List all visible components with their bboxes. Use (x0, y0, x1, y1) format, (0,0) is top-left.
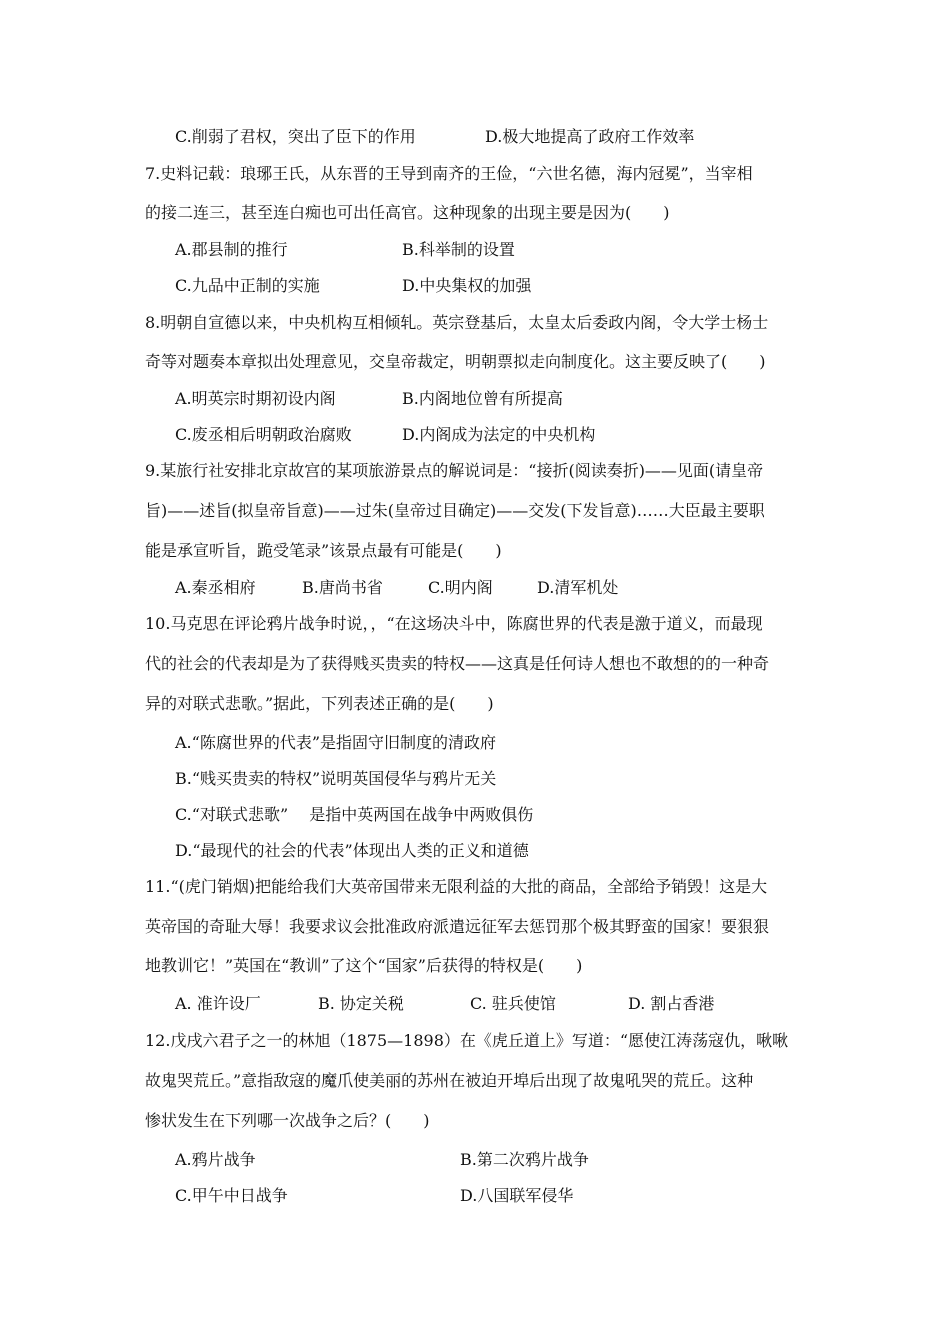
q11-option-a: A. 准许设厂 (175, 994, 261, 1013)
q8-option-c: C.废丞相后明朝政治腐败 (175, 425, 352, 444)
q9-stem-line2: 旨)——述旨(拟皇帝旨意)——过朱(皇帝过目确定)——交发(下发旨意)……大臣最主要职 (145, 501, 765, 520)
q8-stem-line1: 8.明朝自宣德以来，中央机构互相倾轧。英宗登基后，太皇太后委政内阁，令大学士杨士 (145, 313, 769, 332)
q10-stem-line1: 10.马克思在评论鸦片战争时说，，“在这场决斗中，陈腐世界的代表是激于道义，而最现 (145, 614, 763, 633)
q11-stem-line2: 英帝国的奇耻大辱！我要求议会批准政府派遣远征军去惩罚那个极其野蛮的国家！要狠狠 (145, 917, 770, 936)
q11-stem-line3: 地教训它！”英国在“教训”了这个“国家”后获得的特权是( ) (145, 956, 583, 975)
q8-stem-line2: 奇等对题奏本章拟出处理意见，交皇帝裁定，明朝票拟走向制度化。这主要反映了( ) (145, 352, 766, 371)
q12-option-a: A.鸦片战争 (175, 1150, 256, 1169)
q7-stem-line1: 7.史料记载：琅琊王氏，从东晋的王导到南齐的王俭，“六世名德，海内冠冕”，当宰相 (145, 164, 753, 183)
q7-option-a: A.郡县制的推行 (175, 240, 288, 259)
q9-option-a: A.秦丞相府 (175, 578, 256, 597)
q9-stem-line3: 能是承宣听旨，跪受笔录”该景点最有可能是( ) (145, 541, 502, 560)
q10-stem-line3: 异的对联式悲歌。”据此，下列表述正确的是( ) (145, 694, 494, 713)
q10-option-c: C.“对联式悲歌” 是指中英两国在战争中两败俱伤 (175, 805, 534, 824)
q11-option-c: C. 驻兵使馆 (470, 994, 556, 1013)
q9-stem-line1: 9.某旅行社安排北京故宫的某项旅游景点的解说词是：“接折(阅读奏折)——见面(请皇帝 (145, 461, 764, 480)
q11-option-d: D. 割占香港 (628, 994, 715, 1013)
q9-option-c: C.明内阁 (428, 578, 493, 597)
q10-option-b: B.“贱买贵卖的特权”说明英国侵华与鸦片无关 (175, 769, 497, 788)
q8-option-d: D.内阁成为法定的中央机构 (402, 425, 596, 444)
q9-option-d: D.清军机处 (537, 578, 619, 597)
q8-option-b: B.内阁地位曾有所提高 (402, 389, 563, 408)
q8-option-a: A.明英宗时期初设内阁 (175, 389, 336, 408)
q10-option-a: A.“陈腐世界的代表”是指固守旧制度的清政府 (175, 733, 497, 752)
q6-option-c: C.削弱了君权，突出了臣下的作用 (175, 127, 416, 146)
q12-option-c: C.甲午中日战争 (175, 1186, 288, 1205)
q9-option-b: B.唐尚书省 (302, 578, 383, 597)
q12-stem-line1: 12.戊戌六君子之一的林旭（1875—1898）在《虎丘道上》写道：“愿使江涛荡寇仇，啾啾 (145, 1031, 789, 1050)
q7-option-b: B.科举制的设置 (402, 240, 515, 259)
q6-option-d: D.极大地提高了政府工作效率 (485, 127, 695, 146)
q12-stem-line3: 惨状发生在下列哪一次战争之后？( ) (145, 1111, 430, 1130)
q10-stem-line2: 代的社会的代表却是为了获得贱买贵卖的特权——这真是任何诗人想也不敢想的的一种奇 (145, 654, 770, 673)
q12-option-d: D.八国联军侵华 (460, 1186, 574, 1205)
q11-option-b: B. 协定关税 (318, 994, 404, 1013)
q12-option-b: B.第二次鸦片战争 (460, 1150, 589, 1169)
q7-stem-line2: 的接二连三，甚至连白痴也可出任高官。这种现象的出现主要是因为( ) (145, 203, 670, 222)
q7-option-d: D.中央集权的加强 (402, 276, 532, 295)
q11-stem-line1: 11.“(虎门销烟)把能给我们大英帝国带来无限利益的大批的商品，全部给予销毁！这是大 (145, 877, 768, 896)
q10-option-d: D.“最现代的社会的代表”体现出人类的正义和道德 (175, 841, 529, 860)
q7-option-c: C.九品中正制的实施 (175, 276, 320, 295)
q12-stem-line2: 故鬼哭荒丘。”意指敌寇的魔爪使美丽的苏州在被迫开埠后出现了故鬼吼哭的荒丘。这种 (145, 1071, 754, 1090)
